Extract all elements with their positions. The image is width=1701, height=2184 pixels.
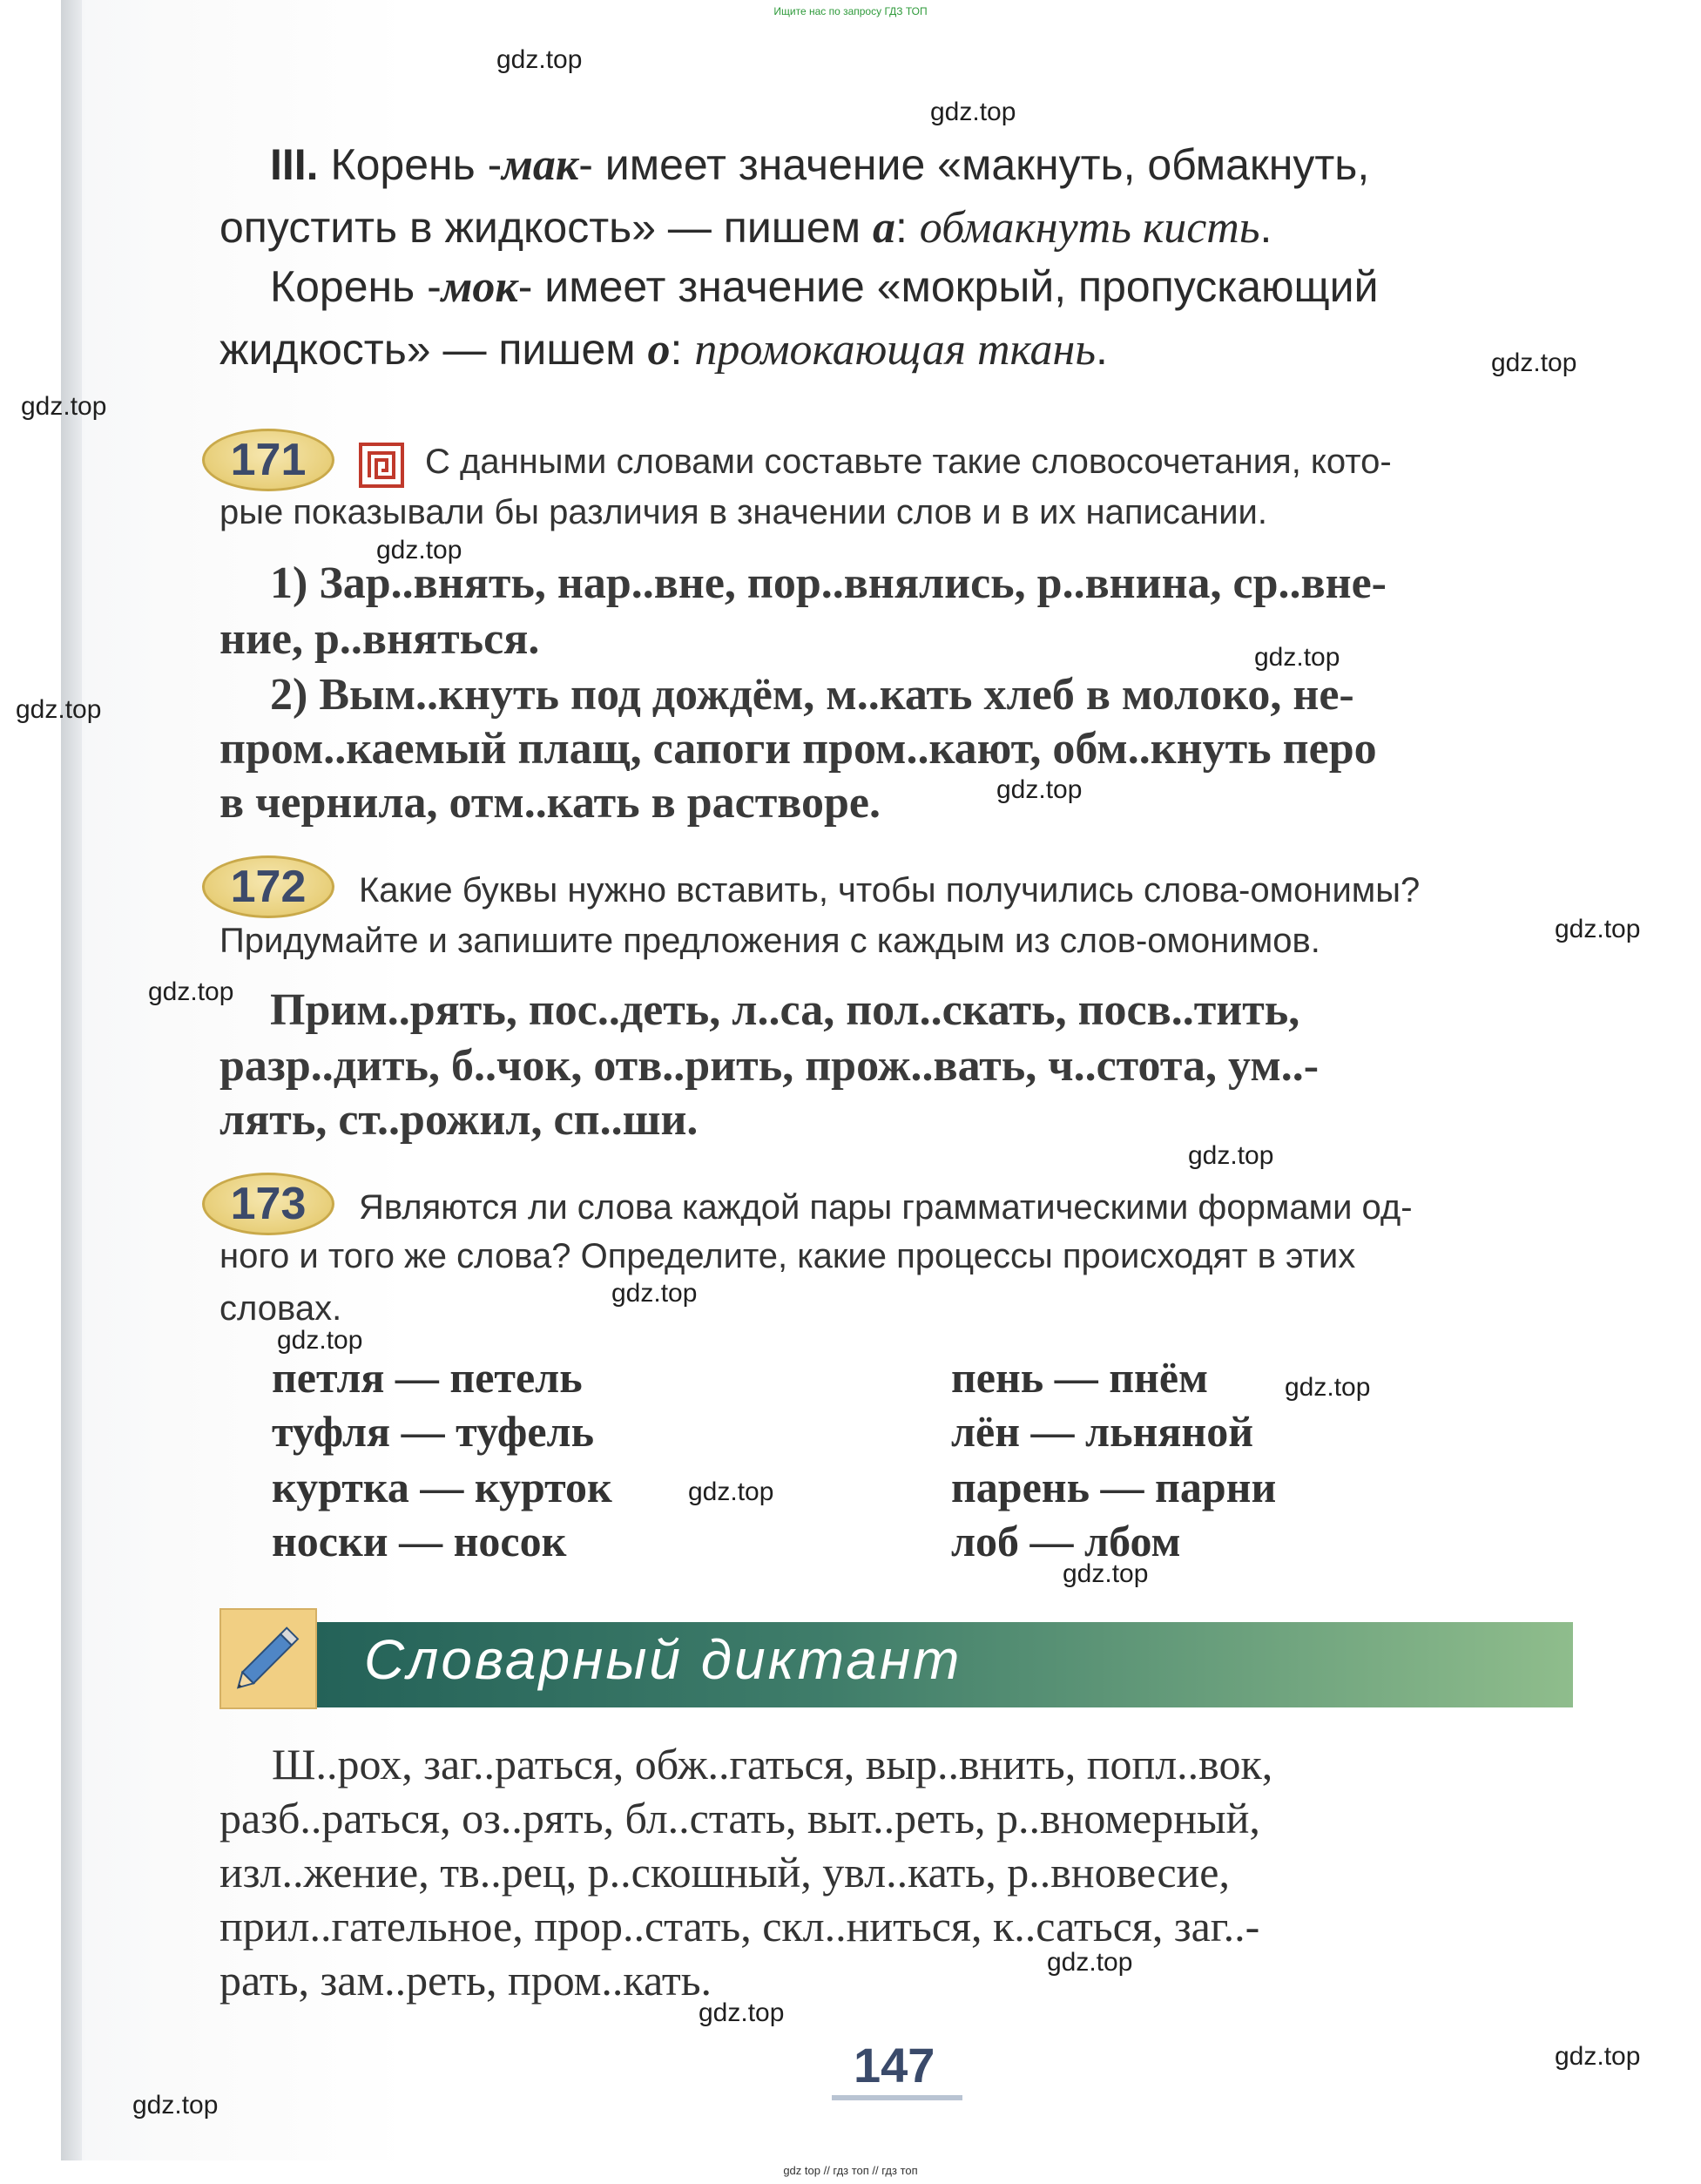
ex171-task-line-1: С данными словами составьте такие словосочетания, кото- bbox=[425, 443, 1392, 481]
dictation-line-2: разб..раться, оз..рять, бл..стать, выт..реть, р..вномерный, bbox=[219, 1794, 1260, 1843]
dictation-line-5: рать, зам..реть, пром..кать. bbox=[219, 1956, 712, 2005]
ex173-task-line-2: ного и того же слова? Определите, какие процессы происходят в этих bbox=[219, 1237, 1356, 1275]
ex171-task-line-2: рые показывали бы различия в значении слов и в их написании. bbox=[219, 493, 1268, 531]
dictation-line-4: прил..гательное, прор..стать, скл..ниться, к..саться, заг..- bbox=[219, 1902, 1260, 1951]
exercise-number-badge: 171 bbox=[202, 429, 334, 491]
rule-line-3: Корень -мок- имеет значение «мокрый, пропускающий bbox=[270, 262, 1379, 312]
ex171-line-4: пром..каемый плащ, сапоги пром..кают, обм..кнуть перо bbox=[219, 724, 1377, 774]
watermark: gdz.top bbox=[376, 536, 462, 565]
dictation-line-1: Ш..рох, заг..раться, обж..гаться, выр..внить, попл..вок, bbox=[272, 1740, 1273, 1788]
ex171-line-1: 1) Зар..внять, нар..вне, пор..внялись, р..внина, ср..вне- bbox=[270, 558, 1387, 608]
dictation-line-3: изл..жение, тв..рец, р..скошный, увл..кать, р..вновесие, bbox=[219, 1848, 1230, 1897]
bottom-site-note: gdz top // гдз топ // гдз топ bbox=[783, 2164, 918, 2177]
root-mak: мак bbox=[502, 140, 579, 190]
watermark: gdz.top bbox=[1491, 348, 1577, 377]
word-pair-left: петля — петель bbox=[272, 1353, 583, 1402]
word-pair-left: куртка — курток bbox=[272, 1463, 612, 1511]
watermark: gdz.top bbox=[699, 1998, 785, 2027]
rule-line-1: III. Корень -мак- имеет значение «макнуть, обмакнуть, bbox=[270, 140, 1370, 190]
ex172-line-2: разр..дить, б..чок, отв..рить, прож..вать, ч..стота, ум..- bbox=[219, 1041, 1320, 1091]
watermark: gdz.top bbox=[1254, 643, 1340, 672]
book-spine bbox=[61, 0, 82, 2160]
root-mok: мок bbox=[441, 262, 518, 312]
watermark: gdz.top bbox=[496, 45, 583, 74]
ex172-task-line-2: Придумайте и запишите предложения с каждым из слов-омонимов. bbox=[219, 922, 1320, 960]
pencil-badge bbox=[219, 1608, 317, 1709]
watermark: gdz.top bbox=[1555, 2042, 1641, 2071]
rule-line-2: опустить в жидкость» — пишем а: обмакнуть кисть. bbox=[219, 203, 1272, 253]
spiral-icon bbox=[359, 443, 404, 488]
rule-section-number: III. bbox=[270, 140, 319, 189]
word-pair-left: носки — носок bbox=[272, 1517, 567, 1565]
ex173-task-line-3: словах. bbox=[219, 1289, 342, 1328]
exercise-number-badge: 173 bbox=[202, 1173, 334, 1235]
pencil-icon bbox=[221, 1610, 315, 1707]
ex171-line-5: в чернила, отм..кать в растворе. bbox=[219, 778, 881, 828]
watermark: gdz.top bbox=[1063, 1559, 1149, 1588]
watermark: gdz.top bbox=[930, 98, 1016, 126]
page-number: 147 bbox=[854, 2038, 935, 2093]
watermark: gdz.top bbox=[16, 695, 102, 724]
watermark: gdz.top bbox=[21, 392, 107, 421]
ex173-task-line-1: Являются ли слова каждой пары грамматическими формами од- bbox=[359, 1188, 1413, 1227]
page-number-underline bbox=[832, 2095, 962, 2100]
ex172-line-1: Прим..рять, пос..деть, л..са, пол..скать, посв..тить, bbox=[270, 985, 1300, 1035]
word-pair-right: лоб — лбом bbox=[951, 1517, 1181, 1565]
rule-example-2: промокающая ткань bbox=[694, 325, 1096, 375]
watermark: gdz.top bbox=[611, 1279, 698, 1308]
exercise-number-badge: 172 bbox=[202, 855, 334, 918]
word-pair-left: туфля — туфель bbox=[272, 1407, 595, 1456]
watermark: gdz.top bbox=[148, 977, 234, 1006]
top-site-note: Ищите нас по запросу ГДЗ ТОП bbox=[773, 5, 928, 17]
word-pair-right: парень — парни bbox=[951, 1463, 1277, 1511]
watermark: gdz.top bbox=[1285, 1373, 1371, 1402]
ex172-line-3: лять, ст..рожил, сп..ши. bbox=[219, 1095, 699, 1145]
watermark: gdz.top bbox=[688, 1477, 774, 1506]
watermark: gdz.top bbox=[277, 1326, 363, 1355]
section-title: Словарный диктант bbox=[364, 1628, 962, 1691]
ex171-line-2: ние, р..вняться. bbox=[219, 614, 540, 664]
watermark: gdz.top bbox=[132, 2091, 219, 2120]
rule-line-4: жидкость» — пишем о: промокающая ткань. bbox=[219, 325, 1108, 375]
ex172-task-line-1: Какие буквы нужно вставить, чтобы получились слова-омонимы? bbox=[359, 871, 1421, 909]
ex171-line-3: 2) Вым..кнуть под дождём, м..кать хлеб в молоко, не- bbox=[270, 670, 1354, 720]
word-pair-right: лён — льняной bbox=[951, 1407, 1254, 1456]
watermark: gdz.top bbox=[996, 775, 1083, 804]
rule-example-1: обмакнуть кисть bbox=[919, 203, 1260, 253]
watermark: gdz.top bbox=[1188, 1141, 1274, 1170]
watermark: gdz.top bbox=[1047, 1948, 1133, 1977]
word-pair-right: пень — пнём bbox=[951, 1353, 1209, 1402]
watermark: gdz.top bbox=[1555, 915, 1641, 943]
